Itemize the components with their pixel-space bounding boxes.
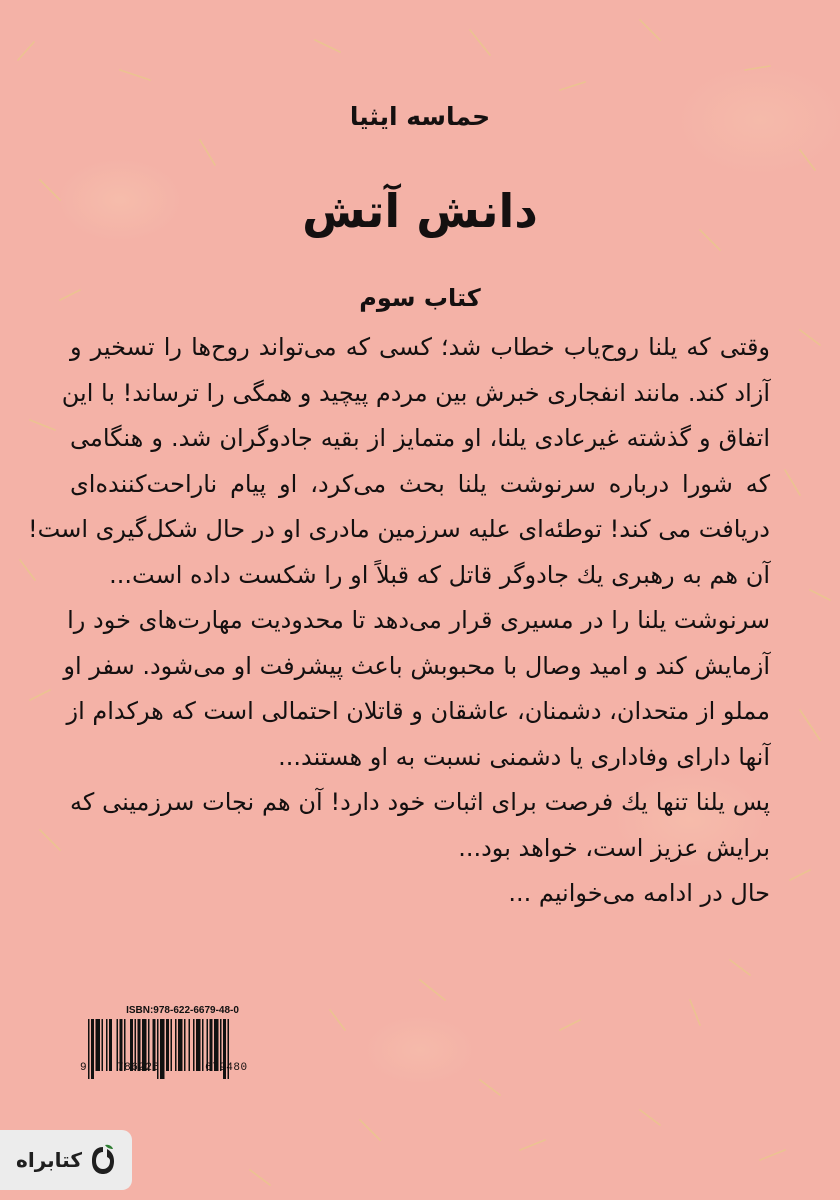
barcode-bar	[196, 1019, 201, 1071]
blurb-line: آن هم به رهبری یك جادوگر قاتل که قبلاً او را شکست داده است...	[109, 560, 770, 589]
barcode-bar	[202, 1019, 204, 1071]
barcode-digit-lead: 9	[80, 1062, 87, 1074]
blurb-line: آزمایش کند و امید وصال با محبوبش باعث پیشرفت او می‌شود. سفر او	[63, 651, 770, 680]
barcode-digits-group-2: 679480	[205, 1062, 248, 1074]
blurb-line: دریافت می کند! توطئه‌ای علیه سرزمین مادری او در حال شکل‌گیری است!	[28, 515, 770, 543]
barcode-bar	[106, 1019, 108, 1071]
book-number: کتاب سوم	[359, 284, 481, 312]
barcode-bar	[96, 1019, 101, 1071]
blurb-line: اتفاق و گذشته غیرعادی یلنا، او متمایز از بقیه جادوگران شد. و هنگامی	[70, 424, 770, 452]
barcode-bar	[166, 1019, 169, 1071]
blurb-line: که شورا درباره سرنوشت یلنا بحث می‌کرد، او پیام ناراحت‌کننده‌ای	[70, 469, 770, 498]
blurb-line: وقتی که یلنا روح‌یاب خطاب شد؛ کسی که می‌تواند روح‌ها را تسخیر و	[70, 333, 770, 361]
barcode-bar	[171, 1019, 173, 1071]
publisher-badge[interactable]	[0, 1130, 132, 1190]
barcode-bar	[102, 1019, 104, 1071]
barcode-bar	[184, 1019, 186, 1071]
blurb	[28, 325, 770, 917]
barcode-bar	[189, 1019, 191, 1071]
blurb-line: سرنوشت یلنا را در مسیری قرار می‌دهد تا محدودیت مهارت‌های خود را	[67, 606, 770, 634]
isbn-label: ISBN:978-622-6679-48-0	[126, 1005, 239, 1016]
isbn-barcode	[80, 1005, 285, 1087]
barcode-bar	[175, 1019, 177, 1071]
barcode-bar	[109, 1019, 112, 1071]
blurb-line: مملو از متحدان، دشمنان، عاشقان و قاتلان احتمالی است که هرکدام از	[66, 697, 770, 725]
blurb-line: حال در ادامه می‌خوانیم ...	[508, 879, 770, 907]
series-title: حماسه ایثیا	[349, 102, 491, 131]
blurb-line: آنها دارای وفاداری یا دشمنی نسبت به او هستند...	[278, 742, 770, 771]
blurb-line: برایش عزیز است، خواهد بود...	[458, 833, 770, 862]
publisher-name: کتابراه	[16, 1148, 82, 1172]
barcode-bar	[160, 1019, 165, 1079]
book-title: دانش آتش	[302, 184, 538, 238]
blurb-line: پس یلنا تنها یك فرصت برای اثبات خود دارد! آن هم نجات سرزمینی که	[70, 788, 770, 816]
barcode-digits-group-1: 786226	[117, 1062, 160, 1074]
blurb-line: آزاد کند. مانند انفجاری خبرش بین مردم پیچید و همگی را ترساند! با این	[61, 378, 770, 407]
ketabrah-logo-icon	[90, 1143, 116, 1177]
barcode-bar	[91, 1019, 94, 1079]
barcode-bar	[88, 1019, 90, 1079]
barcode-bar	[178, 1019, 183, 1071]
barcode-bar	[193, 1019, 195, 1071]
